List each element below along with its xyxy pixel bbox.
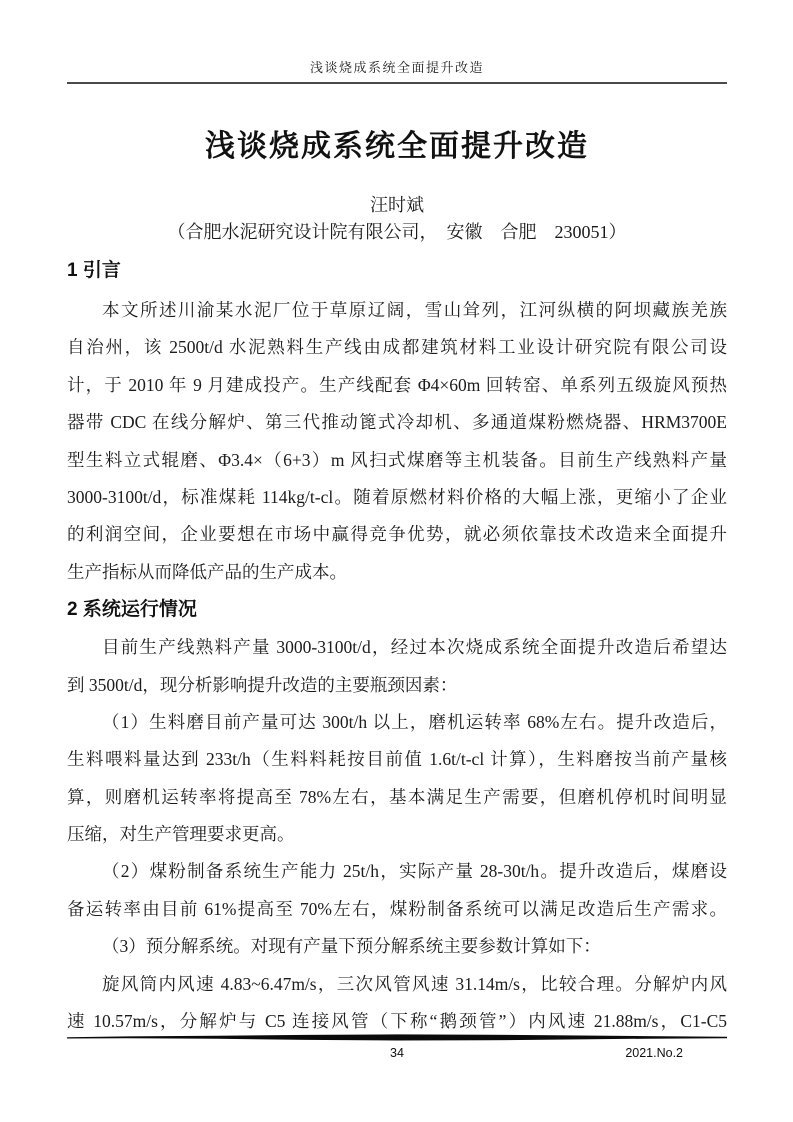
text-line: 计，于 2010 年 9 月建成投产。生产线配套 Φ4×60m 回转窑、单系列五级旋风预热 <box>67 374 727 395</box>
text-line: 到 3500t/d，现分析影响提升改造的主要瓶颈因素： <box>67 674 458 695</box>
text-line: （3）预分解系统。对现有产量下预分解系统主要参数计算如下： <box>102 936 601 957</box>
text-line: （2）煤粉制备系统生产能力 25t/h，实际产量 28-30t/h。提升改造后，煤磨设 <box>102 861 727 882</box>
text-line: 器带 CDC 在线分解炉、第三代推动篦式冷却机、多通道煤粉燃烧器、HRM3700E <box>67 412 727 433</box>
text-line: 生产指标从而降低产品的生产成本。 <box>67 561 347 582</box>
paragraph <box>67 966 727 1041</box>
article-author: 汪时斌 <box>370 195 424 215</box>
text-line: 型生料立式辊磨、Φ3.4×（6+3）m 风扫式煤磨等主机装备。目前生产线熟料产量 <box>67 449 727 470</box>
running-header-title: 浅谈烧成系统全面提升改造 <box>309 60 484 75</box>
text-line: 压缩，对生产管理要求更高。 <box>67 824 295 845</box>
text-line: 生料喂料量达到 233t/h（生料料耗按目前值 1.6t/t-cl 计算），生料磨按当前产量核 <box>67 749 727 770</box>
paragraph <box>67 704 727 854</box>
paragraph <box>67 928 727 965</box>
page-number: 34 <box>390 1046 404 1060</box>
paragraph <box>67 853 727 928</box>
paragraph <box>67 292 727 591</box>
paragraph <box>67 629 727 704</box>
text-line: （1）生料磨目前产量可达 300t/h 以上，磨机运转率 68%左右。提升改造后， <box>102 711 727 732</box>
article-affiliation: （合肥水泥研究设计院有限公司， 安徽 合肥 230051） <box>167 222 627 242</box>
section-heading: 2 系统运行情况 <box>67 599 197 621</box>
text-line: 的利润空间，企业要想在市场中赢得竞争优势，就必须依靠技术改造来全面提升 <box>67 524 727 545</box>
section-heading: 1 引言 <box>67 260 121 281</box>
footer-rule <box>67 1034 727 1042</box>
text-line: 目前生产线熟料产量 3000-3100t/d，经过本次烧成系统全面提升改造后希望达 <box>102 637 727 658</box>
text-line: 自治州，该 2500t/d 水泥熟料生产线由成都建筑材料工业设计研究院有限公司设 <box>67 337 727 358</box>
header-rule <box>67 82 727 84</box>
text-line: 速 10.57m/s，分解炉与 C5 连接风管（下称“鹅颈管”）内风速 21.88m/s，C1-C5 <box>67 1011 727 1032</box>
text-line: 备运转率由目前 61%提高至 70%左右，煤粉制备系统可以满足改造后生产需求。 <box>67 898 727 919</box>
text-line: 3000-3100t/d，标准煤耗 114kg/t-cl。随着原燃材料价格的大幅上涨，更缩小了企业 <box>67 486 727 507</box>
article-body <box>67 252 727 1040</box>
text-line: 算，则磨机运转率将提高至 78%左右，基本满足生产需要，但磨机停机时间明显 <box>67 786 727 807</box>
text-line: 旋风筒内风速 4.83~6.47m/s，三次风管风速 31.14m/s，比较合理。分解炉内风 <box>102 973 727 994</box>
text-line: 本文所述川渝某水泥厂位于草原辽阔，雪山耸列，江河纵横的阿坝藏族羌族 <box>102 300 727 320</box>
article-title: 浅谈烧成系统全面提升改造 <box>205 130 589 163</box>
issue-label: 2021.No.2 <box>625 1046 683 1060</box>
